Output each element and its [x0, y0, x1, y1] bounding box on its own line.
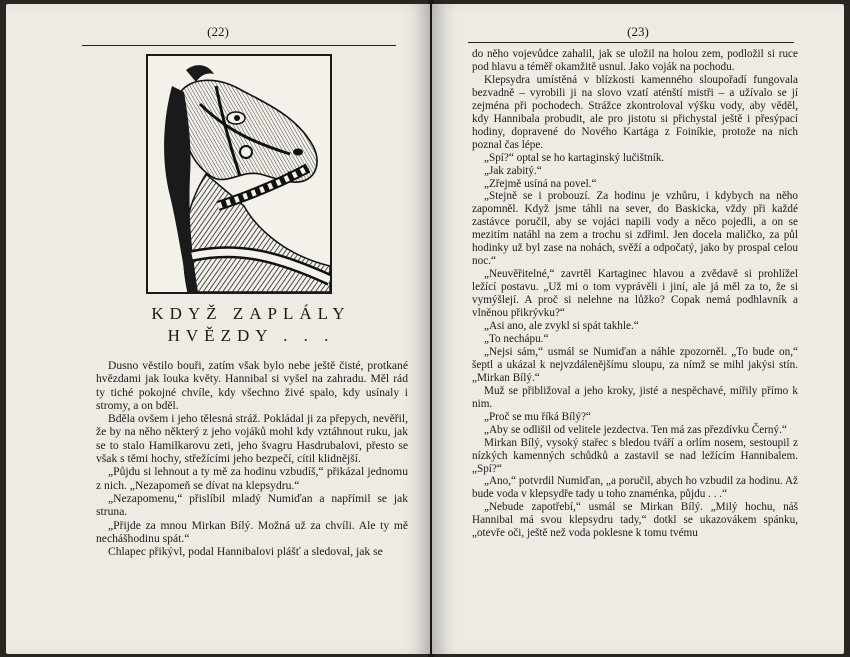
right-header-rule	[468, 42, 794, 43]
paragraph: Klepsydra umístěná v blízkosti kamenného sloupořadí fungovala bezvadně – vyrobili ji na slovo vzatí aténští mistři – a užívalo se jí zejména při pochodech. Strážce zkontroloval výšku vody, aby věděl, kdy Hannibala probudit, ale pro jistotu si přichystal ještě i přesýpací hodiny, dopravené do Nového Kartága z Foiníkie, protože na nich poznal čas lépe.	[472, 73, 798, 151]
paragraph: „Zřejmě usíná na povel.“	[484, 177, 597, 190]
paragraph: „Ano,“ potvrdil Numiďan, „a poručil, abych ho vzbudil za hodinu. Až bude voda v klepsydře tady u toho znaménka, půjdu . . .“	[472, 475, 798, 501]
paragraph: Chlapec přikývl, podal Hannibalovi plášť a sledoval, jak se	[108, 545, 383, 559]
paragraph: „Stejně se i probouzí. Za hodinu je vzhůru, i kdybych na něho zapomněl. Když jsme táhli na sever, do Baskicka, vždy při každé zastávce poručil, aby se vojáci napili vody a něco pojedli, a on se mezitím natáhl na zem a trochu si zdřiml. Jen docela maličko, za půl hodinky už byl zase na nohách, svěží a odpočatý, jako by prospal celou noc.“	[472, 190, 798, 268]
left-page-number: (22)	[207, 24, 229, 39]
paragraph: Mirkan Bílý, vysoký stařec s bledou tváří a orlím nosem, sestoupil z nízkých kamenných schůdků a zastavil se nad ležícím Hannibalem. „Spí?“	[472, 436, 798, 475]
paragraph: Muž se přibližoval a jeho kroky, jisté a nespěchavé, mířily přímo k nim.	[472, 384, 798, 410]
right-page	[432, 4, 844, 654]
horse-illustration	[146, 54, 332, 294]
paragraph: „Jak zabitý.“	[484, 164, 542, 177]
left-header-rule	[82, 45, 396, 46]
left-page-body	[96, 359, 408, 558]
chapter-title-line-2: HVĚZDY . . .	[167, 326, 335, 345]
paragraph: „Proč se mu říká Bílý?“	[484, 410, 591, 423]
paragraph: „Asi ano, ale zvykl si spát takhle.“	[484, 320, 639, 333]
paragraph: „Spí?“ optal se ho kartaginský lučištník.	[484, 151, 665, 164]
horse-head-image	[148, 56, 330, 292]
paragraph: „To nechápu.“	[484, 332, 549, 345]
right-page-body	[472, 48, 798, 540]
chapter-title-line-1: KDYŽ ZAPLÁLY	[151, 304, 351, 323]
paragraph: „Nebude zapotřebí,“ usmál se Mirkan Bílý. „Milý hochu, náš Hannibal má svou klepsydru tady,“ dotkl se ukazovákem spánku, „otevře oči, ještě než voda poklesne k tomu tvému	[472, 501, 798, 540]
paragraph: Dusno věstilo bouři, zatím však bylo nebe ještě čisté, protkané hvězdami jak louka květy. Hannibal si vyšel na zahradu. Měl rád ty tiché pokojné chvíle, kdy všechno živé spalo, kdy usínaly i stromy, a on bděl.	[96, 359, 408, 412]
paragraph: „Neuvěřitelné,“ zavrtěl Kartaginec hlavou a zvědavě si prohlížel ležící postavu. „Už mi o tom vyprávěli i jiní, ale já měl za to, že si vymýšlejí. A proč si nelehne na lůžko? Copak nemá podhlavník a vlněnou přikrývku?“	[472, 268, 798, 320]
paragraph: „Přijde za mnou Mirkan Bílý. Možná už za chvíli. Ale ty mě nechášhodinu spát.“	[96, 518, 408, 545]
right-page-number: (23)	[627, 24, 649, 39]
paragraph: „Aby se odlišil od velitele jezdectva. Ten má zas přezdívku Černý.“	[484, 423, 787, 436]
left-page	[6, 4, 430, 654]
paragraph: do něho vojevůdce zahalil, jak se uložil na holou zem, podložil si ruce pod hlavu a téměř okamžitě usnul. Jako voják na pochodu.	[472, 48, 798, 73]
paragraph: „Nejsi sám,“ usmál se Numiďan a náhle zpozorněl. „To bude on,“ šeptl a ukázal k nejvzdálenějšímu sloupu, za nímž se mihl jakýsi stín. „Mirkan Bílý.“	[472, 345, 798, 384]
paragraph: „Nezapomenu,“ přislíbil mladý Numiďan a napřímil se jak struna.	[96, 491, 408, 519]
paragraph: „Půjdu si lehnout a ty mě za hodinu vzbudíš,“ přikázal jednomu z nich. „Nezapomeň se dívat na klepsydru.“	[96, 465, 408, 492]
paragraph: Bděla ovšem i jeho tělesná stráž. Pokládal ji za přepych, nevěřil, že by na něho některý z jeho vojáků mohl kdy vztáhnout ruku, jak se to stalo Hamilkarovu zeti, jeho švagru Hasdrubalovi, přesto se však s těmi hochy, střežícími jeho bezpečí, cítil klidnější.	[96, 412, 408, 466]
